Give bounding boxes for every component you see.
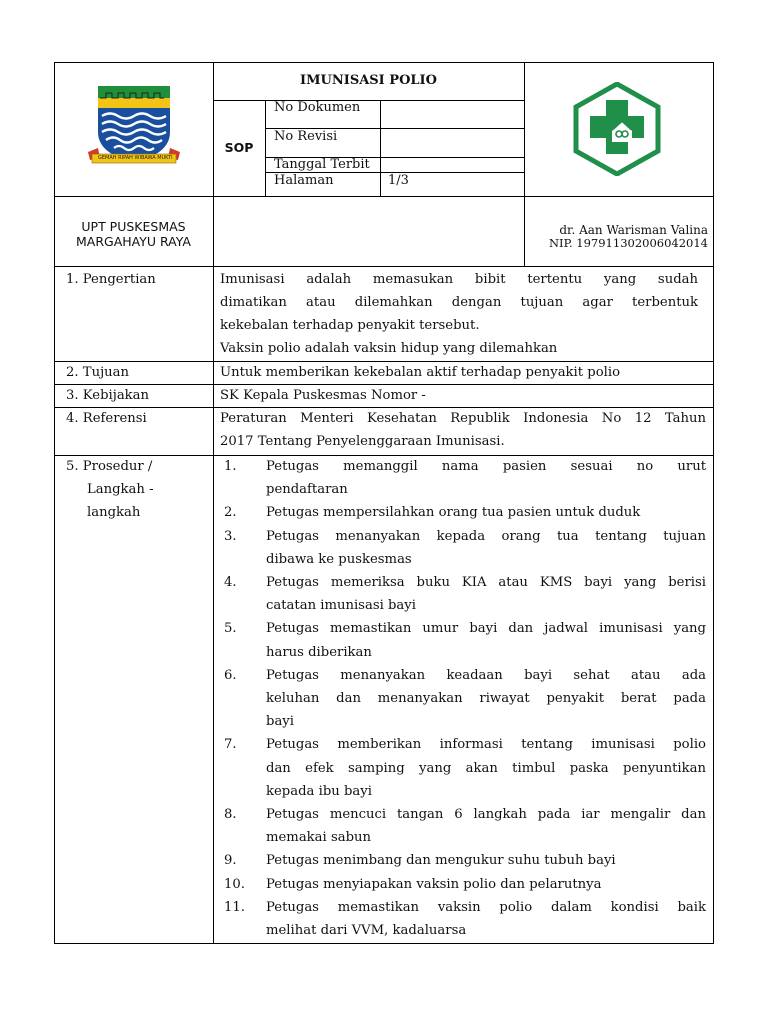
meta-value-halaman: 1/3	[388, 173, 409, 188]
procedure-step-text: harus diberikan	[266, 644, 372, 660]
procedure-step-number: 2.	[224, 505, 237, 521]
procedure-step-text: dibawa ke puskesmas	[266, 551, 412, 567]
procedure-step-number: 1.	[224, 459, 237, 474]
procedure-step-number: 4.	[224, 575, 237, 590]
document-title: IMUNISASI POLIO	[300, 73, 437, 88]
signer-nip: NIP. 197911302006042014	[548, 236, 708, 250]
procedure-step	[224, 849, 706, 872]
procedure-step-text: memakai sabun	[266, 830, 371, 846]
procedure-step-number: 5.	[224, 621, 237, 637]
procedure-step-text: Petugas memanggil nama pasien sesuai no urut	[266, 459, 706, 474]
kebijakan-text: SK Kepala Puskesmas Nomor -	[220, 388, 426, 403]
procedure-step-text: catatan imunisasi bayi	[266, 598, 416, 614]
label-pengertian: 1. Pengertian	[66, 272, 156, 287]
procedure-step-number: 8.	[224, 807, 237, 822]
meta-label-tanggal-terbit: Tanggal Terbit	[274, 157, 370, 172]
procedure-step-text: Petugas memeriksa buku KIA atau KMS bayi yang berisi	[266, 575, 706, 590]
procedure-step-text: Petugas menyiapakan vaksin polio dan pelarutnya	[266, 876, 602, 892]
procedure-step	[224, 896, 706, 942]
pengertian-line-3: kekebalan terhadap penyakit tersebut.	[220, 318, 480, 333]
procedure-step-text: dan efek samping yang akan timbul paska penyuntikan	[266, 760, 706, 776]
procedure-step	[224, 617, 706, 663]
tujuan-text: Untuk memberikan kekebalan aktif terhadap penyakit polio	[220, 365, 621, 380]
procedure-step	[224, 571, 706, 617]
procedure-step	[224, 664, 706, 734]
org-name-line-1: UPT PUSKESMAS	[81, 219, 186, 234]
meta-label-no-revisi: No Revisi	[274, 129, 338, 144]
label-prosedur-line-1: 5. Prosedur /	[66, 459, 153, 474]
procedure-step-number: 7.	[224, 737, 237, 753]
procedure-step-number: 3.	[224, 528, 237, 544]
procedure-step-text: Petugas menimbang dan mengukur suhu tubuh bayi	[266, 853, 616, 869]
procedure-step-text: Petugas menanyakan kepada orang tua tentang tujuan	[266, 528, 706, 544]
pengertian-line-2: dimatikan atau dilemahkan dengan tujuan agar terbentuk	[220, 295, 698, 310]
procedure-step-text: Petugas mempersilahkan orang tua pasien untuk duduk	[266, 505, 641, 521]
crest-banner-text: GEMAH RIPAH WIBAWA MUKTI	[98, 155, 173, 161]
procedure-step-text: Petugas menanyakan keadaan bayi sehat atau ada	[266, 667, 706, 683]
procedure-step-number: 10.	[224, 876, 245, 892]
procedure-step-text: Petugas memberikan informasi tentang imunisasi polio	[266, 737, 706, 753]
signer-name: dr. Aan Warisman Valina	[559, 223, 708, 237]
procedure-step-text: keluhan dan menanyakan riwayat penyakit berat pada	[266, 690, 706, 706]
meta-label-no-dokumen: No Dokumen	[274, 100, 361, 115]
referensi-line-1: Peraturan Menteri Kesehatan Republik Indonesia No 12 Tahun	[220, 411, 706, 426]
procedure-step-text: melihat dari VVM, kadaluarsa	[266, 922, 467, 938]
sop-label: SOP	[224, 140, 254, 155]
procedure-step-text: pendaftaran	[266, 482, 348, 498]
label-prosedur-line-2: Langkah -	[87, 482, 154, 497]
procedure-step-text: bayi	[266, 714, 294, 730]
org-name-line-2: MARGAHAYU RAYA	[76, 234, 191, 249]
label-kebijakan: 3. Kebijakan	[66, 388, 150, 403]
procedure-step-number: 6.	[224, 667, 237, 683]
procedure-step	[224, 455, 706, 501]
label-prosedur-line-3: langkah	[87, 505, 141, 520]
procedure-step-text: Petugas mencuci tangan 6 langkah pada iar mengalir dan	[266, 807, 706, 822]
procedure-step	[224, 873, 706, 896]
procedure-step-number: 9.	[224, 853, 237, 869]
procedure-step	[224, 501, 706, 524]
meta-label-halaman: Halaman	[274, 173, 334, 188]
label-tujuan: 2. Tujuan	[66, 365, 130, 380]
procedure-step	[224, 803, 706, 849]
procedure-step-text: Petugas memastikan vaksin polio dalam kondisi baik	[266, 899, 706, 915]
label-referensi: 4. Referensi	[66, 411, 147, 426]
procedure-step-text: kepada ibu bayi	[266, 783, 372, 799]
pengertian-line-1: Imunisasi adalah memasukan bibit tertentu yang sudah	[220, 272, 698, 287]
pengertian-line-4: Vaksin polio adalah vaksin hidup yang dilemahkan	[220, 341, 558, 356]
procedure-step	[224, 525, 706, 571]
procedure-step-number: 11.	[224, 899, 245, 915]
referensi-line-2: 2017 Tentang Penyelenggaraan Imunisasi.	[220, 434, 505, 449]
procedure-step	[224, 733, 706, 803]
procedure-step-text: Petugas memastikan umur bayi dan jadwal imunisasi yang	[266, 621, 706, 637]
